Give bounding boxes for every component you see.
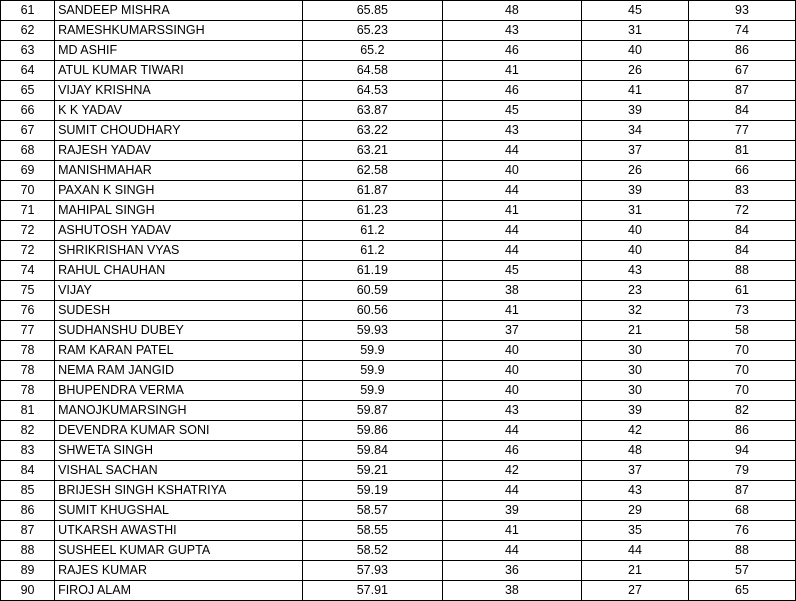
score-cell[interactable]: 60.59 xyxy=(302,281,442,301)
name-cell[interactable]: VIJAY KRISHNA xyxy=(55,81,303,101)
value-cell[interactable]: 44 xyxy=(442,541,581,561)
value-cell[interactable]: 40 xyxy=(442,361,581,381)
value-cell[interactable]: 42 xyxy=(582,421,689,441)
score-cell[interactable]: 59.9 xyxy=(302,341,442,361)
value-cell[interactable]: 31 xyxy=(582,21,689,41)
score-cell[interactable]: 57.91 xyxy=(302,581,442,601)
value-cell[interactable]: 40 xyxy=(442,381,581,401)
value-cell[interactable]: 30 xyxy=(582,361,689,381)
value-cell[interactable]: 43 xyxy=(442,121,581,141)
total-cell[interactable]: 68 xyxy=(688,501,795,521)
score-cell[interactable]: 58.55 xyxy=(302,521,442,541)
value-cell[interactable]: 39 xyxy=(442,501,581,521)
total-cell[interactable]: 84 xyxy=(688,241,795,261)
table-row xyxy=(1,321,796,341)
score-cell[interactable]: 65.23 xyxy=(302,21,442,41)
table-row xyxy=(1,381,796,401)
table-row xyxy=(1,161,796,181)
value-cell[interactable]: 21 xyxy=(582,321,689,341)
total-cell[interactable]: 87 xyxy=(688,481,795,501)
score-cell[interactable]: 61.87 xyxy=(302,181,442,201)
value-cell[interactable]: 31 xyxy=(582,201,689,221)
table-row xyxy=(1,61,796,81)
total-cell[interactable]: 86 xyxy=(688,41,795,61)
value-cell[interactable]: 37 xyxy=(442,321,581,341)
rank-cell[interactable]: 85 xyxy=(1,481,55,501)
rank-cell[interactable]: 61 xyxy=(1,1,55,21)
table-row xyxy=(1,441,796,461)
rank-cell[interactable]: 69 xyxy=(1,161,55,181)
value-cell[interactable]: 45 xyxy=(582,1,689,21)
value-cell[interactable]: 39 xyxy=(582,101,689,121)
rank-cell[interactable]: 72 xyxy=(1,221,55,241)
rank-cell[interactable]: 78 xyxy=(1,341,55,361)
score-cell[interactable]: 60.56 xyxy=(302,301,442,321)
total-cell[interactable]: 84 xyxy=(688,221,795,241)
total-cell[interactable]: 88 xyxy=(688,541,795,561)
table-row xyxy=(1,81,796,101)
total-cell[interactable]: 94 xyxy=(688,441,795,461)
table-row xyxy=(1,421,796,441)
value-cell[interactable]: 44 xyxy=(582,541,689,561)
table-body xyxy=(1,1,796,601)
table-row xyxy=(1,221,796,241)
value-cell[interactable]: 48 xyxy=(442,1,581,21)
name-cell[interactable]: SHRIKRISHAN VYAS xyxy=(55,241,303,261)
rank-cell[interactable]: 74 xyxy=(1,261,55,281)
rank-cell[interactable]: 67 xyxy=(1,121,55,141)
table-row xyxy=(1,281,796,301)
table-row xyxy=(1,521,796,541)
table-row xyxy=(1,361,796,381)
name-cell[interactable]: RAJES KUMAR xyxy=(55,561,303,581)
score-cell[interactable]: 59.21 xyxy=(302,461,442,481)
rank-cell[interactable]: 77 xyxy=(1,321,55,341)
value-cell[interactable]: 41 xyxy=(442,301,581,321)
value-cell[interactable]: 38 xyxy=(442,281,581,301)
name-cell[interactable]: ASHUTOSH YADAV xyxy=(55,221,303,241)
score-cell[interactable]: 65.85 xyxy=(302,1,442,21)
name-cell[interactable]: SANDEEP MISHRA xyxy=(55,1,303,21)
rank-cell[interactable]: 78 xyxy=(1,381,55,401)
name-cell[interactable]: RAM KARAN PATEL xyxy=(55,341,303,361)
name-cell[interactable]: NEMA RAM JANGID xyxy=(55,361,303,381)
value-cell[interactable]: 36 xyxy=(442,561,581,581)
rank-cell[interactable]: 68 xyxy=(1,141,55,161)
total-cell[interactable]: 67 xyxy=(688,61,795,81)
rank-cell[interactable]: 82 xyxy=(1,421,55,441)
table-row xyxy=(1,141,796,161)
score-cell[interactable]: 57.93 xyxy=(302,561,442,581)
total-cell[interactable]: 88 xyxy=(688,261,795,281)
value-cell[interactable]: 35 xyxy=(582,521,689,541)
total-cell[interactable]: 66 xyxy=(688,161,795,181)
rank-cell[interactable]: 84 xyxy=(1,461,55,481)
value-cell[interactable]: 26 xyxy=(582,61,689,81)
value-cell[interactable]: 39 xyxy=(582,181,689,201)
table-row xyxy=(1,1,796,21)
score-cell[interactable]: 63.22 xyxy=(302,121,442,141)
table-row xyxy=(1,581,796,601)
score-cell[interactable]: 59.84 xyxy=(302,441,442,461)
name-cell[interactable]: FIROJ ALAM xyxy=(55,581,303,601)
total-cell[interactable]: 61 xyxy=(688,281,795,301)
rank-cell[interactable]: 90 xyxy=(1,581,55,601)
total-cell[interactable]: 65 xyxy=(688,581,795,601)
value-cell[interactable]: 45 xyxy=(442,261,581,281)
value-cell[interactable]: 48 xyxy=(582,441,689,461)
table-row xyxy=(1,561,796,581)
table-row xyxy=(1,201,796,221)
rank-cell[interactable]: 62 xyxy=(1,21,55,41)
score-cell[interactable]: 63.21 xyxy=(302,141,442,161)
total-cell[interactable]: 77 xyxy=(688,121,795,141)
score-cell[interactable]: 59.9 xyxy=(302,381,442,401)
value-cell[interactable]: 43 xyxy=(442,21,581,41)
total-cell[interactable]: 76 xyxy=(688,521,795,541)
value-cell[interactable]: 44 xyxy=(442,141,581,161)
value-cell[interactable]: 34 xyxy=(582,121,689,141)
value-cell[interactable]: 37 xyxy=(582,141,689,161)
score-cell[interactable]: 65.2 xyxy=(302,41,442,61)
score-cell[interactable]: 59.93 xyxy=(302,321,442,341)
value-cell[interactable]: 43 xyxy=(582,481,689,501)
rank-cell[interactable]: 78 xyxy=(1,361,55,381)
table-row xyxy=(1,481,796,501)
value-cell[interactable]: 45 xyxy=(442,101,581,121)
name-cell[interactable]: RAMESHKUMARSSINGH xyxy=(55,21,303,41)
total-cell[interactable]: 86 xyxy=(688,421,795,441)
total-cell[interactable]: 70 xyxy=(688,341,795,361)
value-cell[interactable]: 38 xyxy=(442,581,581,601)
total-cell[interactable]: 57 xyxy=(688,561,795,581)
total-cell[interactable]: 87 xyxy=(688,81,795,101)
name-cell[interactable]: MANOJKUMARSINGH xyxy=(55,401,303,421)
name-cell[interactable]: DEVENDRA KUMAR SONI xyxy=(55,421,303,441)
name-cell[interactable]: SUSHEEL KUMAR GUPTA xyxy=(55,541,303,561)
score-cell[interactable]: 61.23 xyxy=(302,201,442,221)
table-row xyxy=(1,541,796,561)
rank-cell[interactable]: 81 xyxy=(1,401,55,421)
value-cell[interactable]: 41 xyxy=(442,201,581,221)
rank-cell[interactable]: 70 xyxy=(1,181,55,201)
value-cell[interactable]: 46 xyxy=(442,41,581,61)
total-cell[interactable]: 72 xyxy=(688,201,795,221)
score-cell[interactable]: 58.57 xyxy=(302,501,442,521)
value-cell[interactable]: 37 xyxy=(582,461,689,481)
score-cell[interactable]: 59.19 xyxy=(302,481,442,501)
value-cell[interactable]: 43 xyxy=(582,261,689,281)
rank-cell[interactable]: 64 xyxy=(1,61,55,81)
value-cell[interactable]: 46 xyxy=(442,441,581,461)
score-cell[interactable]: 61.2 xyxy=(302,241,442,261)
value-cell[interactable]: 39 xyxy=(582,401,689,421)
value-cell[interactable]: 40 xyxy=(442,341,581,361)
name-cell[interactable]: SUDHANSHU DUBEY xyxy=(55,321,303,341)
score-cell[interactable]: 64.58 xyxy=(302,61,442,81)
name-cell[interactable]: MANISHMAHAR xyxy=(55,161,303,181)
value-cell[interactable]: 40 xyxy=(582,221,689,241)
name-cell[interactable]: MAHIPAL SINGH xyxy=(55,201,303,221)
value-cell[interactable]: 46 xyxy=(442,81,581,101)
value-cell[interactable]: 40 xyxy=(582,41,689,61)
total-cell[interactable]: 84 xyxy=(688,101,795,121)
value-cell[interactable]: 44 xyxy=(442,241,581,261)
value-cell[interactable]: 41 xyxy=(582,81,689,101)
value-cell[interactable]: 44 xyxy=(442,221,581,241)
score-cell[interactable]: 59.87 xyxy=(302,401,442,421)
rank-cell[interactable]: 66 xyxy=(1,101,55,121)
total-cell[interactable]: 93 xyxy=(688,1,795,21)
name-cell[interactable]: UTKARSH AWASTHI xyxy=(55,521,303,541)
table-row xyxy=(1,181,796,201)
table-row xyxy=(1,401,796,421)
score-cell[interactable]: 64.53 xyxy=(302,81,442,101)
rank-cell[interactable]: 75 xyxy=(1,281,55,301)
value-cell[interactable]: 26 xyxy=(582,161,689,181)
score-cell[interactable]: 58.52 xyxy=(302,541,442,561)
rank-cell[interactable]: 65 xyxy=(1,81,55,101)
score-cell[interactable]: 59.9 xyxy=(302,361,442,381)
name-cell[interactable]: PAXAN K SINGH xyxy=(55,181,303,201)
total-cell[interactable]: 70 xyxy=(688,361,795,381)
value-cell[interactable]: 42 xyxy=(442,461,581,481)
value-cell[interactable]: 23 xyxy=(582,281,689,301)
score-cell[interactable]: 61.2 xyxy=(302,221,442,241)
name-cell[interactable]: K K YADAV xyxy=(55,101,303,121)
name-cell[interactable]: MD ASHIF xyxy=(55,41,303,61)
name-cell[interactable]: SUDESH xyxy=(55,301,303,321)
total-cell[interactable]: 74 xyxy=(688,21,795,41)
score-cell[interactable]: 59.86 xyxy=(302,421,442,441)
table-row xyxy=(1,341,796,361)
value-cell[interactable]: 41 xyxy=(442,61,581,81)
table-row xyxy=(1,121,796,141)
table-row xyxy=(1,241,796,261)
value-cell[interactable]: 29 xyxy=(582,501,689,521)
total-cell[interactable]: 58 xyxy=(688,321,795,341)
name-cell[interactable]: SHWETA SINGH xyxy=(55,441,303,461)
rank-cell[interactable]: 86 xyxy=(1,501,55,521)
total-cell[interactable]: 70 xyxy=(688,381,795,401)
rank-cell[interactable]: 71 xyxy=(1,201,55,221)
table-row xyxy=(1,41,796,61)
total-cell[interactable]: 73 xyxy=(688,301,795,321)
score-cell[interactable]: 62.58 xyxy=(302,161,442,181)
value-cell[interactable]: 40 xyxy=(582,241,689,261)
total-cell[interactable]: 83 xyxy=(688,181,795,201)
value-cell[interactable]: 41 xyxy=(442,521,581,541)
name-cell[interactable]: SUMIT KHUGSHAL xyxy=(55,501,303,521)
rank-cell[interactable]: 89 xyxy=(1,561,55,581)
total-cell[interactable]: 82 xyxy=(688,401,795,421)
rank-cell[interactable]: 63 xyxy=(1,41,55,61)
name-cell[interactable]: ATUL KUMAR TIWARI xyxy=(55,61,303,81)
table-row xyxy=(1,21,796,41)
rank-cell[interactable]: 76 xyxy=(1,301,55,321)
value-cell[interactable]: 44 xyxy=(442,421,581,441)
table-row xyxy=(1,261,796,281)
name-cell[interactable]: VISHAL SACHAN xyxy=(55,461,303,481)
name-cell[interactable]: SUMIT CHOUDHARY xyxy=(55,121,303,141)
value-cell[interactable]: 30 xyxy=(582,341,689,361)
score-cell[interactable]: 63.87 xyxy=(302,101,442,121)
value-cell[interactable]: 43 xyxy=(442,401,581,421)
value-cell[interactable]: 40 xyxy=(442,161,581,181)
name-cell[interactable]: RAJESH YADAV xyxy=(55,141,303,161)
total-cell[interactable]: 79 xyxy=(688,461,795,481)
rank-cell[interactable]: 88 xyxy=(1,541,55,561)
table-row xyxy=(1,301,796,321)
name-cell[interactable]: VIJAY xyxy=(55,281,303,301)
value-cell[interactable]: 32 xyxy=(582,301,689,321)
score-cell[interactable]: 61.19 xyxy=(302,261,442,281)
table-row xyxy=(1,461,796,481)
table-row xyxy=(1,101,796,121)
table-row xyxy=(1,501,796,521)
total-cell[interactable]: 81 xyxy=(688,141,795,161)
rank-cell[interactable]: 87 xyxy=(1,521,55,541)
name-cell[interactable]: BHUPENDRA VERMA xyxy=(55,381,303,401)
value-cell[interactable]: 27 xyxy=(582,581,689,601)
value-cell[interactable]: 30 xyxy=(582,381,689,401)
rank-cell[interactable]: 83 xyxy=(1,441,55,461)
name-cell[interactable]: BRIJESH SINGH KSHATRIYA xyxy=(55,481,303,501)
value-cell[interactable]: 44 xyxy=(442,181,581,201)
value-cell[interactable]: 44 xyxy=(442,481,581,501)
name-cell[interactable]: RAHUL CHAUHAN xyxy=(55,261,303,281)
rank-cell[interactable]: 72 xyxy=(1,241,55,261)
value-cell[interactable]: 21 xyxy=(582,561,689,581)
